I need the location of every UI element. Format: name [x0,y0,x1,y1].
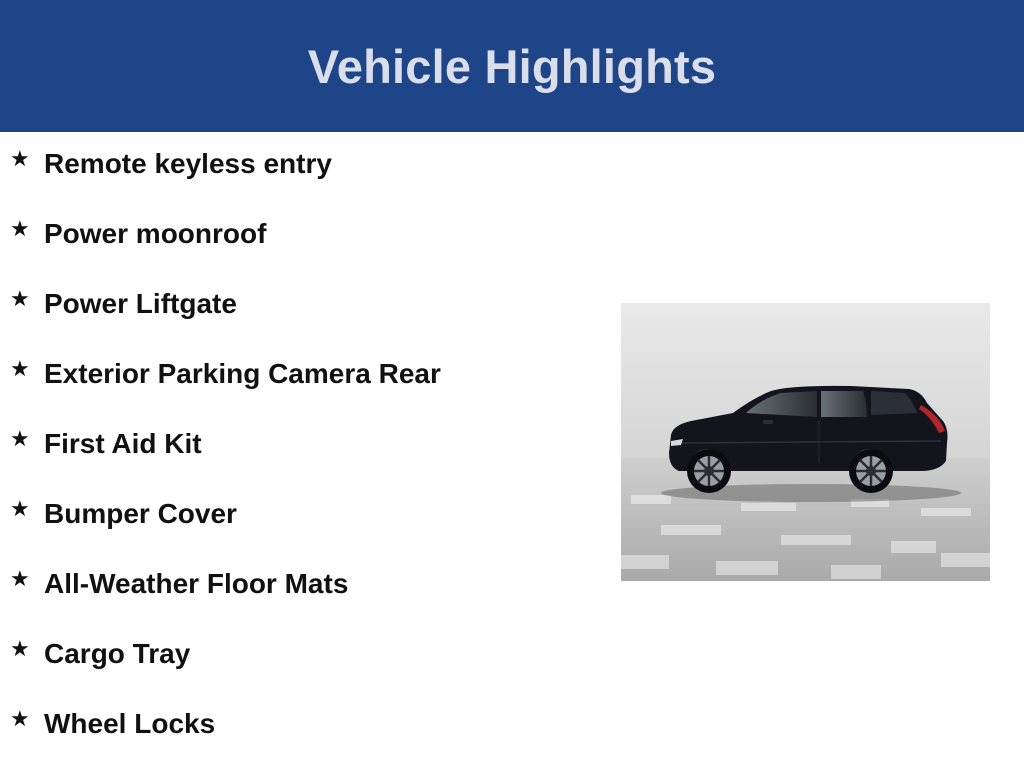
feature-label: Power moonroof [44,218,267,249]
star-icon: ★ [10,356,30,381]
feature-label: Power Liftgate [44,288,237,319]
feature-item [10,622,441,692]
star-icon: ★ [10,566,30,591]
star-icon: ★ [10,216,30,241]
star-icon: ★ [10,706,30,731]
star-icon: ★ [10,496,30,521]
feature-list [10,132,441,762]
feature-label: Bumper Cover [44,498,237,529]
star-icon: ★ [10,146,30,171]
feature-item [10,272,441,342]
feature-item [10,692,441,762]
feature-label: Cargo Tray [44,638,191,669]
star-icon: ★ [10,426,30,451]
photo-floor [621,458,990,581]
feature-label: First Aid Kit [44,428,202,459]
header-banner [0,0,1024,132]
feature-item [10,482,441,552]
vehicle-photo [621,303,990,581]
page-title: Vehicle Highlights [307,39,717,93]
feature-item [10,132,441,202]
feature-label: Wheel Locks [44,708,216,739]
feature-item [10,342,441,412]
feature-label: Remote keyless entry [44,148,332,179]
feature-label: All-Weather Floor Mats [44,568,349,599]
rear-wheel [849,449,893,493]
feature-label: Exterior Parking Camera Rear [44,358,441,389]
feature-item [10,552,441,622]
front-wheel [687,449,731,493]
star-icon: ★ [10,286,30,311]
feature-item [10,412,441,482]
star-icon: ★ [10,636,30,661]
feature-item [10,202,441,272]
